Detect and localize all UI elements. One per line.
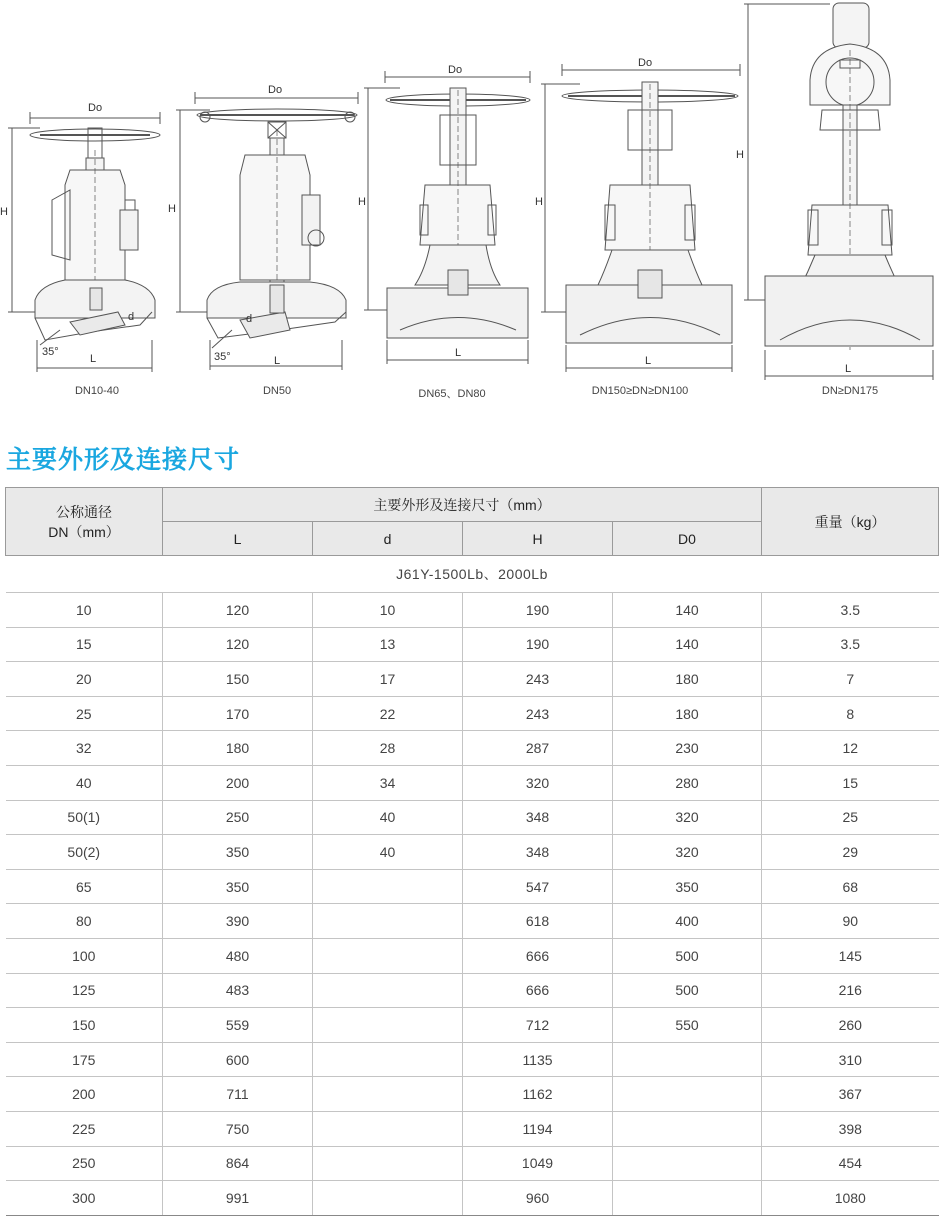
cell-l: 390 (163, 904, 313, 939)
table-row (6, 1042, 939, 1077)
figure-caption: DN50 (262, 385, 292, 397)
header-dimensions-group: 主要外形及连接尺寸（mm） (163, 488, 762, 522)
cell-dn: 32 (6, 731, 163, 766)
d-label: d (128, 311, 135, 323)
table-row (6, 938, 939, 973)
h-label: H (168, 203, 176, 215)
table-row (6, 731, 939, 766)
figure-caption: DN10-40 (74, 385, 120, 397)
do-label: Do (268, 84, 283, 96)
cell-d (313, 1042, 463, 1077)
model-row: J61Y-1500Lb、2000Lb (6, 556, 939, 593)
table-row (6, 765, 939, 800)
cell-d (313, 973, 463, 1008)
cell-d: 13 (313, 627, 463, 662)
table-row (6, 1111, 939, 1146)
cell-d0: 280 (613, 765, 762, 800)
header-h: H (463, 522, 613, 556)
header-dn-unit: DN（mm） (48, 523, 120, 540)
cell-d0: 500 (613, 938, 762, 973)
cell-d0: 180 (613, 696, 762, 731)
cell-h: 960 (463, 1181, 613, 1216)
cell-l: 991 (163, 1181, 313, 1216)
cell-weight: 3.5 (762, 627, 939, 662)
cell-weight: 29 (762, 835, 939, 870)
cell-d (313, 938, 463, 973)
cell-weight: 12 (762, 731, 939, 766)
cell-d (313, 1146, 463, 1181)
header-l: L (163, 522, 313, 556)
cell-h: 190 (463, 593, 613, 628)
cell-weight: 398 (762, 1111, 939, 1146)
cell-d0: 230 (613, 731, 762, 766)
do-label: Do (638, 57, 653, 69)
cell-weight: 145 (762, 938, 939, 973)
l-label: L (90, 353, 97, 365)
cell-l: 180 (163, 731, 313, 766)
figure-caption: DN150≥DN≥DN100 (591, 385, 689, 397)
header-dn (6, 488, 163, 556)
cell-d: 28 (313, 731, 463, 766)
cell-h: 1135 (463, 1042, 613, 1077)
cell-h: 348 (463, 800, 613, 835)
cell-l: 250 (163, 800, 313, 835)
figure-caption: DN65、DN80 (418, 388, 486, 400)
cell-weight: 25 (762, 800, 939, 835)
figure-caption: DN≥DN175 (821, 385, 879, 397)
l-label: L (645, 355, 652, 367)
cell-dn: 25 (6, 696, 163, 731)
cell-l: 483 (163, 973, 313, 1008)
cell-d (313, 1077, 463, 1112)
cell-d0 (613, 1042, 762, 1077)
cell-weight: 68 (762, 869, 939, 904)
cell-d: 10 (313, 593, 463, 628)
cell-dn: 175 (6, 1042, 163, 1077)
cell-weight: 216 (762, 973, 939, 1008)
table-row (6, 1146, 939, 1181)
section-title: 主要外形及连接尺寸 (6, 446, 241, 474)
cell-weight: 454 (762, 1146, 939, 1181)
dimension-table (5, 487, 939, 1216)
cell-d (313, 1008, 463, 1043)
cell-dn: 65 (6, 869, 163, 904)
cell-d: 40 (313, 800, 463, 835)
cell-h: 547 (463, 869, 613, 904)
cell-d0: 140 (613, 593, 762, 628)
angle-label: 35° (42, 346, 59, 358)
d-label: d (246, 313, 253, 325)
cell-h: 666 (463, 938, 613, 973)
cell-h: 1049 (463, 1146, 613, 1181)
cell-dn: 250 (6, 1146, 163, 1181)
cell-dn: 40 (6, 765, 163, 800)
cell-weight: 8 (762, 696, 939, 731)
cell-d0 (613, 1077, 762, 1112)
l-label: L (845, 363, 852, 375)
cell-l: 750 (163, 1111, 313, 1146)
cell-dn: 80 (6, 904, 163, 939)
table-row (6, 835, 939, 870)
cell-dn: 50(2) (6, 835, 163, 870)
cell-weight: 1080 (762, 1181, 939, 1216)
table-row (6, 800, 939, 835)
table-row (6, 1008, 939, 1043)
cell-weight: 3.5 (762, 593, 939, 628)
table-row (6, 696, 939, 731)
cell-h: 320 (463, 765, 613, 800)
cell-d: 17 (313, 662, 463, 697)
valve-drawing-dn175-plus (744, 3, 933, 380)
cell-d: 40 (313, 835, 463, 870)
h-label: H (358, 196, 366, 208)
header-d0: D0 (613, 522, 762, 556)
cell-l: 480 (163, 938, 313, 973)
valve-drawing-dn65-80 (364, 71, 530, 364)
cell-d0 (613, 1111, 762, 1146)
cell-l: 170 (163, 696, 313, 731)
cell-h: 243 (463, 696, 613, 731)
cell-d0: 180 (613, 662, 762, 697)
cell-h: 348 (463, 835, 613, 870)
cell-dn: 15 (6, 627, 163, 662)
h-label: H (535, 196, 543, 208)
cell-l: 559 (163, 1008, 313, 1043)
cell-d0: 400 (613, 904, 762, 939)
header-weight: 重量（kg） (762, 488, 939, 556)
cell-d0: 320 (613, 835, 762, 870)
cell-d (313, 904, 463, 939)
cell-dn: 10 (6, 593, 163, 628)
cell-weight: 310 (762, 1042, 939, 1077)
cell-dn: 100 (6, 938, 163, 973)
cell-l: 350 (163, 869, 313, 904)
valve-drawing-dn10-40 (8, 112, 160, 372)
table-row (6, 904, 939, 939)
table-row (6, 662, 939, 697)
cell-d (313, 869, 463, 904)
do-label: Do (88, 102, 103, 114)
cell-dn: 200 (6, 1077, 163, 1112)
l-label: L (274, 355, 281, 367)
cell-weight: 15 (762, 765, 939, 800)
cell-d0 (613, 1181, 762, 1216)
cell-weight: 90 (762, 904, 939, 939)
table-row (6, 1077, 939, 1112)
cell-l: 600 (163, 1042, 313, 1077)
valve-drawings (0, 0, 940, 410)
cell-dn: 300 (6, 1181, 163, 1216)
cell-l: 120 (163, 627, 313, 662)
cell-l: 120 (163, 593, 313, 628)
valve-drawing-dn50 (176, 92, 358, 370)
cell-d (313, 1181, 463, 1216)
cell-dn: 225 (6, 1111, 163, 1146)
cell-d0 (613, 1146, 762, 1181)
h-label: H (736, 149, 744, 161)
cell-h: 243 (463, 662, 613, 697)
cell-l: 711 (163, 1077, 313, 1112)
cell-l: 200 (163, 765, 313, 800)
cell-dn: 150 (6, 1008, 163, 1043)
cell-d0: 500 (613, 973, 762, 1008)
table-row (6, 869, 939, 904)
cell-weight: 7 (762, 662, 939, 697)
cell-l: 150 (163, 662, 313, 697)
l-label: L (455, 347, 462, 359)
table-row (6, 627, 939, 662)
header-dn-label: 公称通径 (56, 503, 112, 520)
table-row (6, 973, 939, 1008)
cell-d: 22 (313, 696, 463, 731)
cell-h: 190 (463, 627, 613, 662)
cell-h: 287 (463, 731, 613, 766)
table-row (6, 593, 939, 628)
cell-d0: 140 (613, 627, 762, 662)
cell-dn: 125 (6, 973, 163, 1008)
cell-l: 864 (163, 1146, 313, 1181)
cell-h: 712 (463, 1008, 613, 1043)
cell-weight: 367 (762, 1077, 939, 1112)
cell-l: 350 (163, 835, 313, 870)
h-label: H (0, 206, 8, 218)
cell-d (313, 1111, 463, 1146)
cell-d: 34 (313, 765, 463, 800)
cell-dn: 50(1) (6, 800, 163, 835)
cell-weight: 260 (762, 1008, 939, 1043)
cell-d0: 550 (613, 1008, 762, 1043)
table-row (6, 1181, 939, 1216)
cell-h: 618 (463, 904, 613, 939)
do-label: Do (448, 64, 463, 76)
cell-h: 1162 (463, 1077, 613, 1112)
cell-dn: 20 (6, 662, 163, 697)
header-d: d (313, 522, 463, 556)
cell-h: 666 (463, 973, 613, 1008)
cell-d0: 350 (613, 869, 762, 904)
valve-drawing-dn100-150 (541, 64, 740, 372)
angle-label: 35° (214, 351, 231, 363)
cell-h: 1194 (463, 1111, 613, 1146)
cell-d0: 320 (613, 800, 762, 835)
